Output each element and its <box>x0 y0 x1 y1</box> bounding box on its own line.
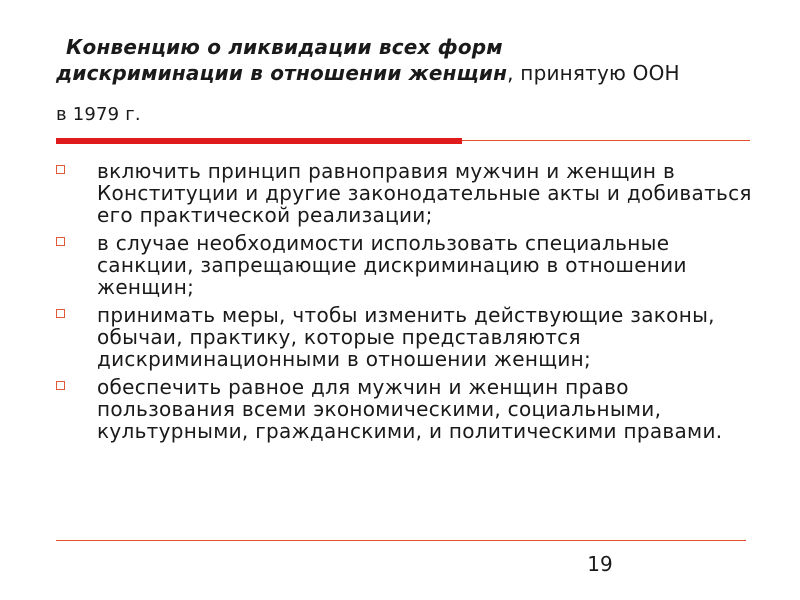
list-item-text: в случае необходимости использовать специальные санкции, запрещающие дискриминацию в отношении женщин; <box>97 231 687 299</box>
title-line-1 <box>56 34 776 60</box>
list-item <box>56 232 766 298</box>
page-number: 19 <box>587 552 613 576</box>
list-item <box>56 304 766 370</box>
title-line-2 <box>56 60 776 86</box>
title-rest: , принятую ООН <box>507 61 680 85</box>
title-underline-thin <box>462 140 750 141</box>
title-underline-thick <box>56 138 462 144</box>
list-item <box>56 160 766 226</box>
title-emphasis-1: Конвенцию о ликвидации всех форм <box>66 35 503 59</box>
hollow-square-bullet-icon <box>56 309 65 318</box>
hollow-square-bullet-icon <box>56 165 65 174</box>
hollow-square-bullet-icon <box>56 237 65 246</box>
title-line-3: в 1979 г. <box>56 104 141 125</box>
list-item-text: принимать меры, чтобы изменить действующие законы, обычаи, практику, которые представляются дискриминационными в отношении женщин; <box>97 303 715 371</box>
footer-divider <box>56 540 746 541</box>
list-item-text: обеспечить равное для мужчин и женщин право пользования всеми экономическими, социальными, культурными, гражданскими, и политическими правами. <box>97 375 723 443</box>
title-emphasis-2: дискриминации в отношении женщин <box>56 61 508 85</box>
hollow-square-bullet-icon <box>56 381 65 390</box>
list-item <box>56 376 766 442</box>
slide-title <box>56 34 776 125</box>
bullet-list <box>56 160 766 448</box>
list-item-text: включить принцип равноправия мужчин и женщин в Конституции и другие законодательные акты и добиваться его практической реализации; <box>97 159 752 227</box>
